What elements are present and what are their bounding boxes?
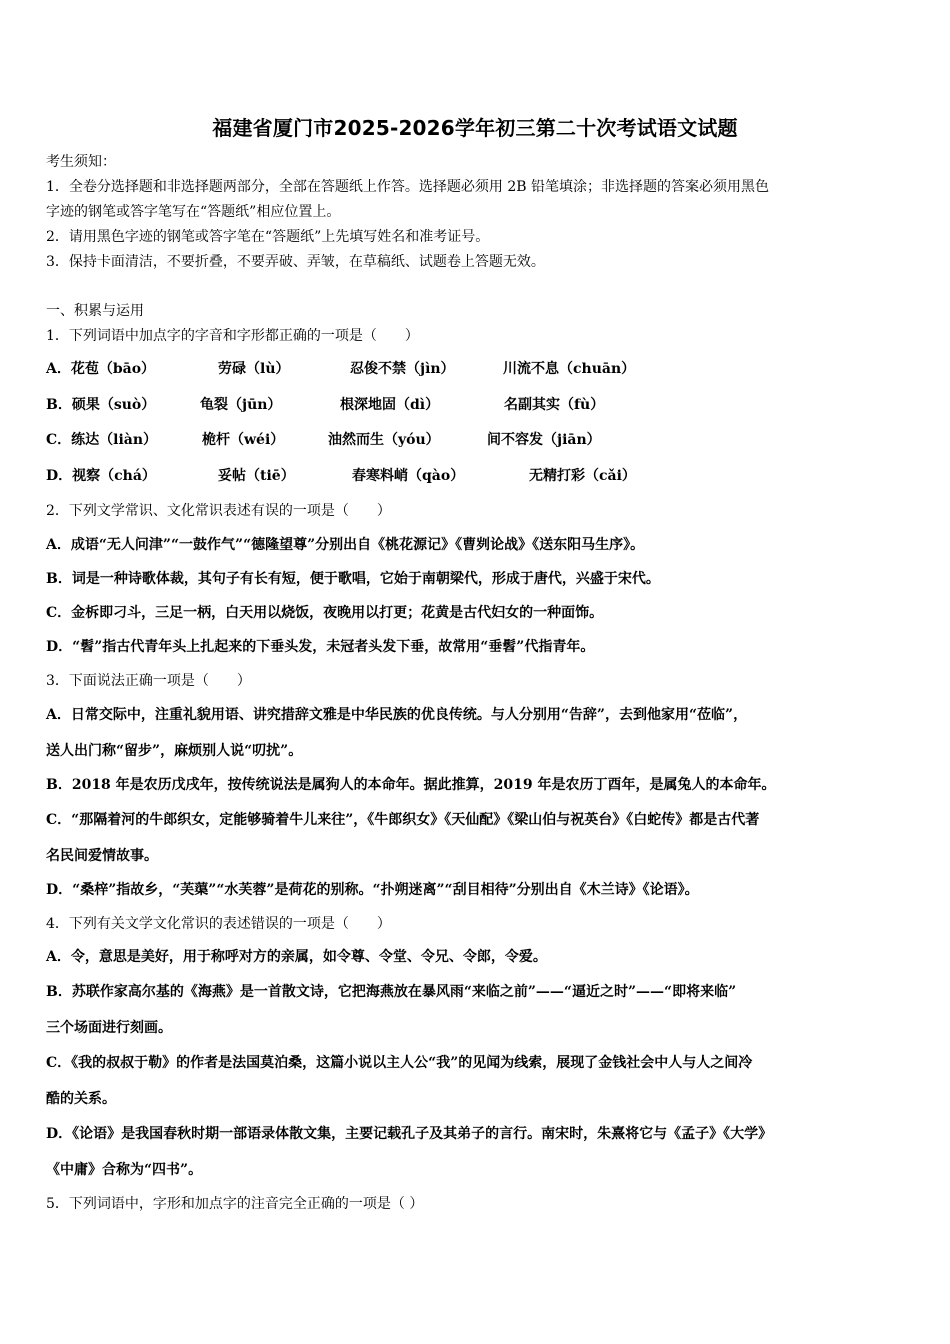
q1-b-word-4: 名副其实（fù） [504,397,605,413]
q1-d-word-4: 无精打彩（cǎi） [529,468,636,484]
q1-a-word-4: 川流不息（chuān） [503,361,636,377]
q1-a-word-3: 忍俊不禁（jìn） [350,361,455,377]
q4-option-b-line-1: B．苏联作家高尔基的《海燕》是一首散文诗，它把海燕放在暴风雨“来临之前”——“逼近之时”——“即将来临” [46,984,737,1000]
q1-a-word-1: A．花苞（bāo） [46,361,156,377]
q3-option-a-line-2: 送人出门称“留步”，麻烦别人说“叨扰”。 [46,743,303,759]
q3-option-b: B．2018 年是农历戊戌年，按传统说法是属狗人的本命年。据此推算，2019 年是农历丁酉年，是属兔人的本命年。 [46,777,776,793]
q1-a-word-2: 劳碌（lù） [218,361,290,377]
notice-heading: 考生须知： [46,154,116,170]
q4-option-b-line-2: 三个场面进行刻画。 [46,1020,172,1036]
q4-stem: 4．下列有关文学文化常识的表述错误的一项是（ ） [46,916,391,932]
q1-d-word-2: 妥帖（tiē） [218,468,295,484]
q4-option-c-line-2: 酷的关系。 [46,1091,116,1107]
q5-stem: 5．下列词语中，字形和加点字的注音完全正确的一项是（ ） [46,1196,424,1212]
q2-option-a: A．成语“无人问津”“一鼓作气”“德隆望尊”分别出自《桃花源记》《曹刿论战》《送东阳马生序》。 [46,537,645,553]
q4-option-c-line-1: C．《我的叔叔于勒》的作者是法国莫泊桑，这篇小说以主人公“我”的见闻为线索，展现了金钱社会中人与人之间冷 [46,1055,753,1071]
q2-option-b: B．词是一种诗歌体裁，其句子有长有短，便于歌唱，它始于南朝梁代，形成于唐代，兴盛于宋代。 [46,571,660,587]
notice-item-3: 3．保持卡面清洁，不要折叠，不要弄破、弄皱，在草稿纸、试题卷上答题无效。 [46,254,545,270]
q1-c-word-3: 油然而生（yóu） [328,432,440,448]
q4-option-d-line-1: D．《论语》是我国春秋时期一部语录体散文集，主要记载孔子及其弟子的言行。南宋时，朱熹将它与《孟子》《大学》 [46,1126,773,1142]
q1-d-word-3: 春寒料峭（qào） [352,468,465,484]
section-heading: 一、积累与运用 [46,303,144,319]
q3-stem: 3．下面说法正确一项是（ ） [46,673,251,689]
q1-stem: 1．下列词语中加点字的字音和字形都正确的一项是（ ） [46,328,419,344]
q1-b-word-1: B．硕果（suò） [46,397,156,413]
q1-c-word-4: 间不容发（jiān） [487,432,601,448]
q1-b-word-2: 龟裂（jūn） [200,397,282,413]
q3-option-c-line-1: C．“那隔着河的牛郎织女，定能够骑着牛儿来往”，《牛郎织女》《天仙配》《梁山伯与祝英台》《白蛇传》都是古代著 [46,812,760,828]
q3-option-a-line-1: A．日常交际中，注重礼貌用语、讲究措辞文雅是中华民族的优良传统。与人分别用“告辞”，去到他家用“莅临”， [46,707,748,723]
q1-c-word-1: C．练达（liàn） [46,432,158,448]
q1-d-word-1: D．视察（chá） [46,468,156,484]
q2-stem: 2．下列文学常识、文化常识表述有误的一项是（ ） [46,503,391,519]
q4-option-d-line-2: 《中庸》合称为“四书”。 [46,1162,203,1178]
q2-option-d: D．“髫”指古代青年头上扎起来的下垂头发，未冠者头发下垂，故常用“垂髫”代指青年。 [46,639,595,655]
exam-title: 福建省厦门市2025-2026学年初三第二十次考试语文试题 [212,116,738,140]
q2-option-c: C．金柝即刁斗，三足一柄，白天用以烧饭，夜晚用以打更；花黄是古代妇女的一种面饰。 [46,605,604,621]
q3-option-c-line-2: 名民间爱情故事。 [46,848,158,864]
q1-b-word-3: 根深地固（dì） [340,397,440,413]
notice-item-2: 2．请用黑色字迹的钢笔或答字笔在“答题纸”上先填写姓名和准考证号。 [46,229,490,245]
notice-item-1b: 字迹的钢笔或答字笔写在“答题纸”相应位置上。 [46,204,341,220]
q3-option-d: D．“桑梓”指故乡，“芙蕖”“水芙蓉”是荷花的别称。“扑朔迷离”“刮目相待”分别出自《木兰诗》《论语》。 [46,882,699,898]
q4-option-a: A．令，意思是美好，用于称呼对方的亲属，如令尊、令堂、令兄、令郎，令爱。 [46,949,547,965]
q1-c-word-2: 桅杆（wéi） [202,432,285,448]
notice-item-1a: 1．全卷分选择题和非选择题两部分，全部在答题纸上作答。选择题必须用 2B 铅笔填涂；非选择题的答案必须用黑色 [46,179,769,195]
